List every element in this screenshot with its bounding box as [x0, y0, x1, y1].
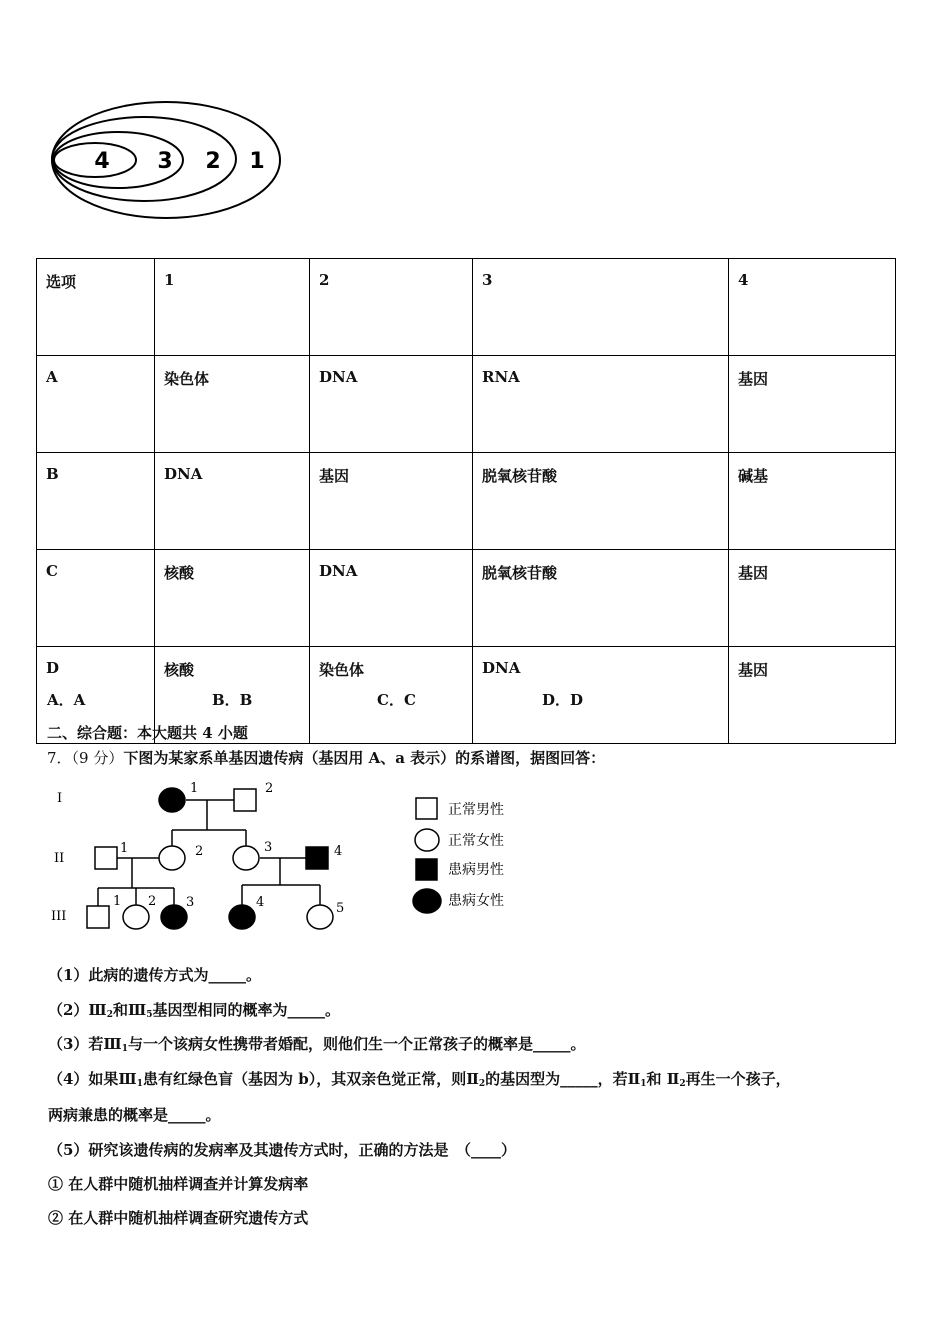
legend-affected-male-icon [416, 859, 437, 880]
table-cell: 基因 [310, 453, 473, 550]
table-cell: 碱基 [729, 453, 896, 550]
sub-question-4 [48, 1068, 791, 1089]
question-text: 下图为某家系单基因遗传病（基因用 A、a 表示）的系谱图，据图回答： [123, 749, 606, 767]
sub-question-5: （5）研究该遗传病的发病率及其遗传方式时，正确的方法是 （____） [48, 1141, 516, 1159]
ellipse-label-2: 2 [205, 149, 221, 174]
answer-option-d[interactable]: D．D [542, 691, 584, 709]
legend-normal-female-icon [415, 829, 439, 851]
table-cell: 染色体 [310, 647, 473, 744]
generation-label-I: I [57, 791, 63, 806]
ellipse-label-1: 1 [249, 149, 265, 174]
answer-option-a[interactable]: A．A [47, 691, 86, 709]
text: 和 Ⅱ [646, 1070, 680, 1088]
question-number: 7． [47, 749, 72, 767]
sub-question-1: （1）此病的遗传方式为_____。 [48, 966, 261, 984]
legend-normal-male-icon [416, 798, 437, 819]
table-cell: B [37, 453, 155, 550]
pedigree-label: 1 [120, 841, 129, 856]
table-cell: 基因 [729, 647, 896, 744]
normal-female-III2 [123, 905, 149, 929]
affected-male-II4 [306, 847, 328, 869]
question-7-stem [47, 747, 605, 768]
pedigree-label: 4 [256, 895, 265, 910]
table-cell: 脱氧核苷酸 [473, 453, 729, 550]
table-row [37, 453, 896, 550]
table-row [37, 550, 896, 647]
table-cell: 脱氧核苷酸 [473, 550, 729, 647]
normal-female-II2 [159, 846, 185, 870]
subscript: 1 [136, 1079, 143, 1089]
table-cell: 2 [310, 259, 473, 356]
sub-question-2 [48, 999, 340, 1020]
pedigree-label: 4 [334, 844, 343, 859]
table-cell: 核酸 [155, 550, 310, 647]
text: （4）如果Ⅲ [48, 1070, 137, 1088]
table-cell: A [37, 356, 155, 453]
table-cell: 1 [155, 259, 310, 356]
table-cell: C [37, 550, 155, 647]
legend-label: 患病女性 [448, 893, 504, 909]
normal-female-III5 [307, 905, 333, 929]
pedigree-label: 2 [265, 781, 274, 796]
table-cell: 4 [729, 259, 896, 356]
table-cell: 选项 [37, 259, 155, 356]
answer-option-c[interactable]: C．C [377, 691, 416, 709]
section-title: 二、综合题：本大题共 4 小题 [47, 724, 248, 742]
subscript: 5 [146, 1010, 153, 1020]
text: 的基因型为_____，若Ⅱ [485, 1070, 641, 1088]
subscript: 2 [679, 1079, 686, 1089]
pedigree-legend [408, 790, 538, 920]
pedigree-label: 2 [195, 844, 204, 859]
text: 基因型相同的概率为_____。 [152, 1001, 341, 1019]
pedigree-label: 5 [336, 901, 345, 916]
pedigree-label: 2 [148, 894, 157, 909]
table-cell: 基因 [729, 550, 896, 647]
table-header-row [37, 259, 896, 356]
subscript: 1 [640, 1079, 647, 1089]
table-cell: D [37, 647, 155, 744]
normal-male-II1 [95, 847, 117, 869]
legend-label: 正常男性 [448, 802, 504, 818]
legend-label: 正常女性 [448, 833, 504, 849]
affected-female-I1 [159, 788, 185, 812]
table-cell: 核酸 [155, 647, 310, 744]
answer-choices [47, 689, 647, 709]
text: 患有红绿色盲（基因为 b），其双亲色觉正常，则Ⅱ [142, 1070, 479, 1088]
table-cell: 基因 [729, 356, 896, 453]
options-table [36, 258, 896, 744]
legend-affected-female-icon [413, 889, 441, 913]
table-cell: DNA [155, 453, 310, 550]
table-cell: RNA [473, 356, 729, 453]
pedigree-label: 1 [190, 781, 199, 796]
pedigree-label: 3 [264, 840, 273, 855]
pedigree-lines [98, 800, 320, 906]
nested-ellipse-diagram [50, 100, 290, 225]
legend-label: 患病男性 [448, 862, 504, 878]
ellipse-label-3: 3 [157, 149, 173, 174]
table-cell: 染色体 [155, 356, 310, 453]
normal-male-III1 [87, 906, 109, 928]
generation-label-II: II [54, 851, 65, 866]
text: （3）若Ⅲ [48, 1035, 122, 1053]
sub-question-3 [48, 1033, 586, 1054]
option-1: ① 在人群中随机抽样调查并计算发病率 [48, 1175, 309, 1193]
option-2: ② 在人群中随机抽样调查研究遗传方式 [48, 1209, 309, 1227]
text: 再生一个孩子， [685, 1070, 791, 1088]
pedigree-label: 3 [186, 895, 195, 910]
table-cell: DNA [310, 550, 473, 647]
generation-label-III: III [51, 909, 67, 924]
sub-question-4-continued: 两病兼患的概率是_____。 [48, 1106, 221, 1124]
subscript: 2 [478, 1079, 486, 1089]
normal-female-II3 [233, 846, 259, 870]
normal-male-I2 [234, 789, 256, 811]
table-cell: 3 [473, 259, 729, 356]
table-row [37, 356, 896, 453]
text: 和Ⅲ [112, 1001, 147, 1019]
text: （2）Ⅲ [48, 1001, 107, 1019]
question-points: （9 分） [71, 749, 124, 767]
ellipse-label-4: 4 [94, 149, 110, 174]
subscript: 1 [121, 1044, 128, 1054]
answer-option-b[interactable]: B．B [212, 691, 253, 709]
affected-female-III4 [229, 905, 255, 929]
table-cell: DNA [310, 356, 473, 453]
pedigree-chart [40, 775, 360, 940]
table-cell: DNA [473, 647, 729, 744]
text: 与一个该病女性携带者婚配，则他们生一个正常孩子的概率是_____。 [127, 1035, 586, 1053]
subscript: 2 [106, 1010, 113, 1020]
affected-female-III3 [161, 905, 187, 929]
pedigree-label: 1 [113, 894, 122, 909]
